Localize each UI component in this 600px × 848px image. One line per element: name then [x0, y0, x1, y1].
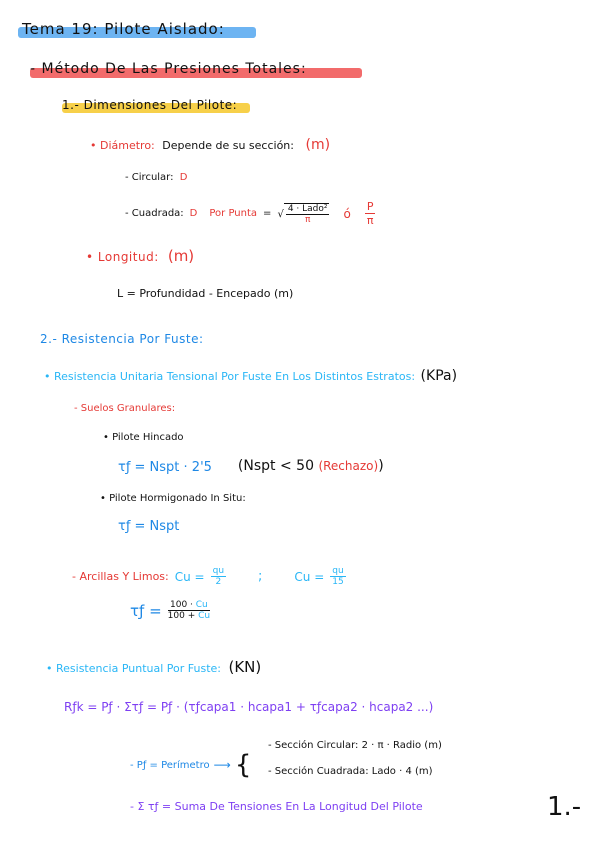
sqrt-expression: √ $\frac{\text{4 · Lado²}}{\pi}$: [277, 203, 328, 225]
tau-arcillas-num-b: Cu: [195, 600, 208, 610]
page-title: Tema 19: Pilote Aislado:: [22, 20, 225, 38]
tau-arcillas-den: [166, 611, 212, 621]
semicolon: ;: [258, 569, 263, 584]
sub1-heading: 1.- Dimensiones Del Pilote:: [62, 98, 238, 112]
por-punta: Por Punta: [209, 208, 258, 219]
cu1-frac: [211, 566, 226, 587]
frac-pi: π: [366, 214, 374, 227]
arrow-icon: ⟶: [213, 758, 231, 772]
or-text: ó: [343, 206, 351, 221]
circular-line: [125, 172, 187, 183]
nspt-limit-open: (Nspt < 50: [237, 457, 314, 474]
cuadrada-label: - Cuadrada:: [125, 208, 184, 219]
cu1-lhs: Cu =: [174, 569, 205, 584]
sqrt-denominator: π: [304, 214, 311, 225]
diametro-text: Depende de su sección:: [162, 139, 294, 152]
longitud-formula: L = Profundidad - Encepado (m): [117, 287, 294, 300]
pf-line: [130, 752, 251, 778]
cu1-den: 2: [215, 577, 222, 587]
sqrt-numerator: 4 · Lado²: [287, 203, 328, 214]
longitud-unit: (m): [167, 247, 195, 265]
circular-label: - Circular:: [125, 172, 174, 183]
res-puntual-text: • Resistencia Puntual Por Fuste:: [46, 662, 221, 675]
diametro-label: • Diámetro:: [90, 139, 155, 152]
diametro-unit: (m): [305, 137, 331, 153]
longitud-label: • Longitud:: [86, 250, 159, 264]
tau-hincado-text: τƒ = Nspt · 2'5: [118, 460, 212, 475]
sub2-heading: 2.- Resistencia Por Fuste:: [40, 332, 204, 346]
cu2-lhs: Cu =: [294, 569, 325, 584]
tau-arcillas-den-a: 100 +: [167, 611, 199, 621]
tau-arcillas-lhs: τƒ =: [130, 601, 162, 620]
suelos-heading: - Suelos Granulares:: [74, 403, 176, 414]
tau-arcillas-frac: [166, 600, 212, 621]
longitud-line: [86, 246, 194, 265]
pf-label: - Pƒ = Perímetro: [130, 759, 210, 771]
arcillas-heading: - Arcillas Y Limos:: [72, 570, 169, 583]
pilote-hincado: • Pilote Hincado: [103, 432, 184, 443]
tau-insitu: τƒ = Nspt: [118, 519, 180, 534]
cu2-den: 15: [332, 577, 344, 587]
res-puntual-unit: (KN): [228, 658, 262, 676]
page-number: 1.-: [547, 792, 582, 822]
p-over-pi: [365, 200, 376, 227]
res-unitaria-line: [44, 368, 457, 384]
cu1-num: qu: [212, 566, 225, 576]
section1-heading: - Método De Las Presiones Totales:: [30, 61, 307, 77]
tau-arcillas-num-a: 100 ·: [170, 600, 196, 610]
tau-hincado: [118, 456, 212, 475]
rfk-formula: Rƒk = Pƒ · Στƒ = Pƒ · (τƒcapa1 · hcapa1 + τƒcapa2 · hcapa2 ...): [64, 700, 434, 714]
res-puntual-line: [46, 658, 261, 676]
brace-icon: {: [234, 750, 252, 780]
cuadrada-line: [125, 200, 375, 227]
seccion-cuadrada: - Sección Cuadrada: Lado · 4 (m): [268, 766, 433, 777]
nspt-limit: [238, 458, 384, 474]
frac-p: P: [366, 200, 374, 213]
pilote-insitu: • Pilote Hormigonado In Situ:: [100, 493, 246, 504]
res-unitaria-unit: (KPa): [420, 368, 458, 384]
nspt-limit-close: ): [378, 457, 384, 474]
tau-arcillas-den-b: Cu: [198, 611, 211, 621]
tau-arcillas-num: [168, 600, 210, 611]
seccion-circular: - Sección Circular: 2 · π · Radio (m): [268, 740, 442, 751]
cuadrada-value: D: [189, 208, 198, 219]
rechazo-text: (Rechazo): [318, 458, 379, 473]
tau-arcillas-line: [130, 600, 212, 621]
arcillas-line: [72, 566, 346, 587]
res-unitaria-text: • Resistencia Unitaria Tensional Por Fuste En Los Distintos Estratos:: [44, 370, 416, 383]
cu2-num: qu: [332, 566, 344, 576]
equals-sign: =: [263, 208, 272, 219]
tau-hincado-line: [118, 456, 384, 475]
cu2-frac: [330, 566, 345, 587]
suma-line: - Σ τƒ = Suma De Tensiones En La Longitud Del Pilote: [130, 800, 423, 813]
circular-value: D: [179, 172, 188, 183]
diametro-line: [90, 137, 330, 153]
